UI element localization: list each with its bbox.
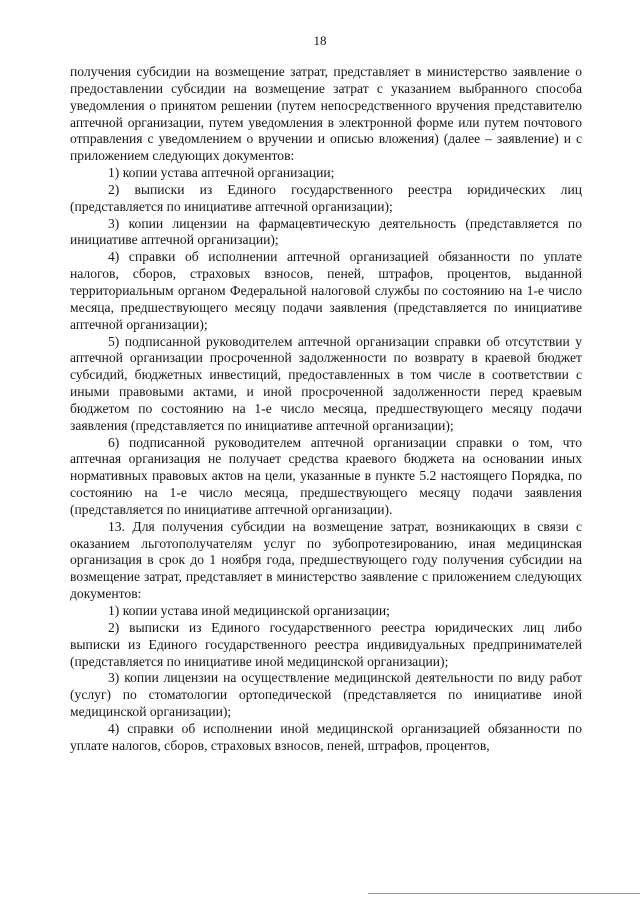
list-item: 4) справки об исполнении аптечной организацией обязанности по уплате налогов, сборов, страховых взносов, пеней, штрафов, процентов, выданной территориальным органом Федеральной налоговой службы по состоянию на 1-е число месяца, предшествующего месяцу подачи заявления (представляется по инициативе аптечной организации); [70, 249, 582, 332]
list-item: 2) выписки из Единого государственного реестра юридических лиц (представляется по инициативе аптечной организации); [70, 181, 582, 214]
list-item: 4) справки об исполнении иной медицинской организацией обязанности по уплате налогов, сборов, страховых взносов, пеней, штрафов, процентов, [70, 720, 582, 753]
section-paragraph: 13. Для получения субсидии на возмещение затрат, возникающих в связи с оказанием льготополучателям услуг по зубопротезированию, иная медицинская организация в срок до 1 ноября года, предшествующего году получения субсидии на возмещение затрат, представляет в министерство заявление с приложением следующих документов: [70, 518, 582, 602]
scan-edge-line [368, 893, 640, 894]
list-item: 5) подписанной руководителем аптечной организации справки об отсутствии у аптечной организации просроченной задолженности по возврату в краевой бюджет субсидий, бюджетных инвестиций, предоставленных в том числе в соответствии с иными правовыми актами, и иной просроченной задолженности перед краевым бюджетом по состоянию на 1-е число месяца, предшествующего месяцу подачи заявления (представляется по инициативе аптечной организации); [70, 333, 582, 433]
paragraph-continuation: получения субсидии на возмещение затрат, представляет в министерство заявление о предоставлении субсидии на возмещение затрат с указанием выбранного способа уведомления о принятом решении (путем непосредственного вручения представителю аптечной организации, путем уведомления в электронной форме или путем почтового отправления с уведомлением о вручении и описью вложения) (далее – заявление) и с приложением следующих документов: [70, 64, 582, 164]
list-item: 1) копии устава аптечной организации; [108, 165, 335, 181]
page-number: 18 [313, 33, 327, 48]
document-body [70, 64, 582, 755]
list-item: 1) копии устава иной медицинской организации; [108, 603, 390, 618]
list-item: 6) подписанной руководителем аптечной организации справки о том, что аптечная организация не получает средства краевого бюджета на основании иных нормативных правовых актов на цели, указанные в пункте 5.2 настоящего Порядка, по состоянию на 1-е число месяца, предшествующего месяцу подачи заявления (представляется по инициативе аптечной организации). [70, 434, 582, 517]
list-item: 3) копии лицензии на фармацевтическую деятельность (представляется по инициативе аптечной организации); [70, 215, 582, 248]
list-item: 2) выписки из Единого государственного реестра юридических лиц либо выписки из Единого государственного реестра индивидуальных предпринимателей (представляется по инициативе иной медицинской организации); [70, 619, 582, 669]
list-item: 3) копии лицензии на осуществление медицинской деятельности по виду работ (услуг) по стоматологии ортопедической (представляется по инициативе иной медицинской организации); [70, 670, 582, 720]
